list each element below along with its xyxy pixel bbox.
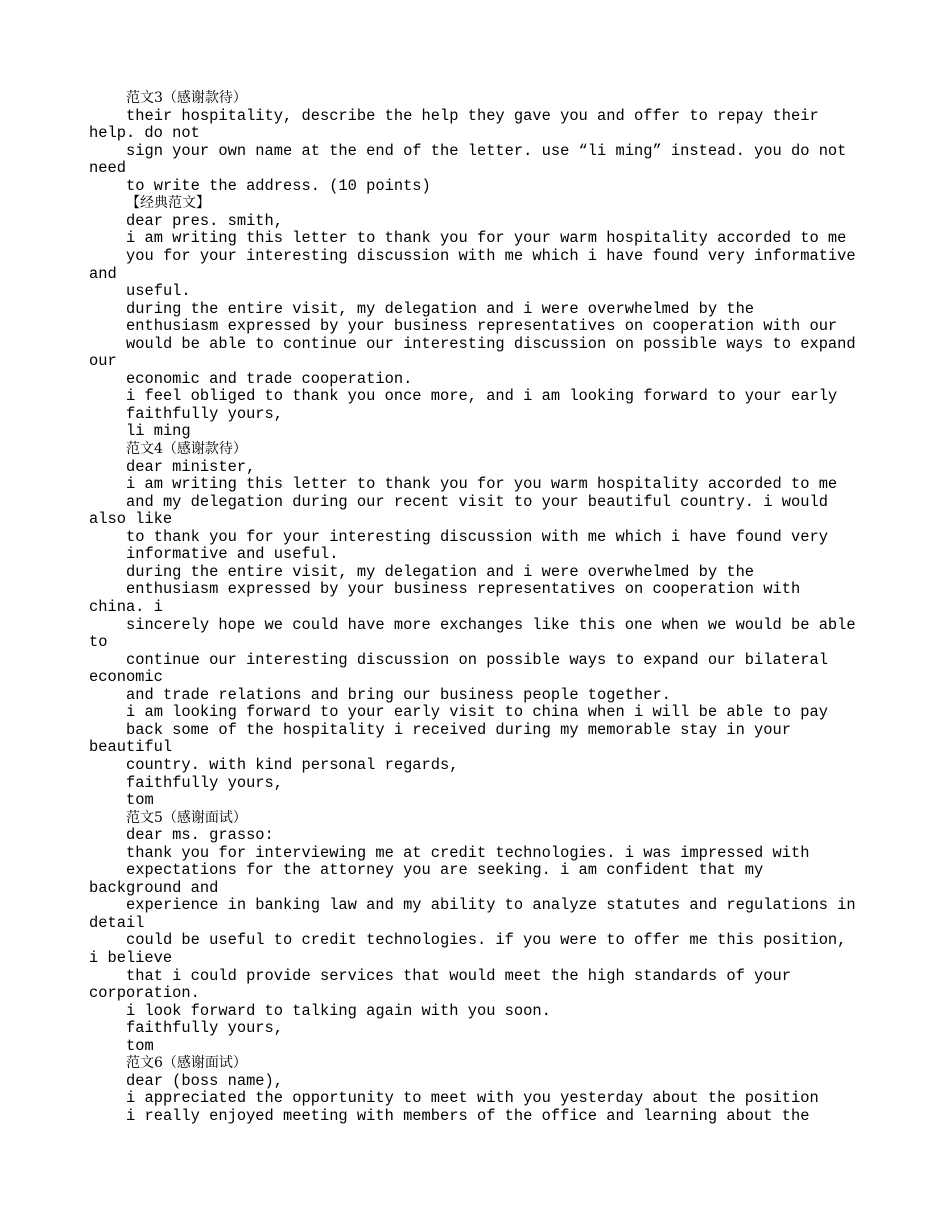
text-line: sign your own name at the end of the letter. use “li ming” instead. you do not: [126, 141, 847, 160]
text-line: dear pres. smith,: [126, 211, 284, 230]
text-line: i feel obliged to thank you once more, and i am looking forward to your early: [126, 387, 838, 406]
text-line: sincerely hope we could have more exchanges like this one when we would be able: [126, 615, 856, 634]
text-line: could be useful to credit technologies. if you were to offer me this position,: [126, 931, 847, 950]
text-line: i am writing this letter to thank you for your warm hospitality accorded to me: [126, 229, 847, 248]
text-line: to write the address. (10 points): [126, 176, 431, 195]
section-heading: 范文6（感谢面试）: [126, 1055, 247, 1072]
text-line: you for your interesting discussion with me which i have found very informative: [126, 247, 856, 265]
text-line: need: [89, 159, 126, 178]
text-line: i appreciated the opportunity to meet with you yesterday about the position: [126, 1089, 819, 1108]
section-heading: 范文5（感谢面试）: [126, 809, 247, 826]
text-line: detail: [89, 913, 145, 932]
text-line: enthusiasm expressed by your business representatives on cooperation with our: [126, 317, 838, 336]
text-line: during the entire visit, my delegation and i were overwhelmed by the: [126, 299, 755, 318]
text-line: and my delegation during our recent visit to your beautiful country. i would: [126, 492, 828, 511]
text-line: corporation.: [89, 984, 200, 1003]
text-line: their hospitality, describe the help they gave you and offer to repay their: [126, 106, 819, 125]
text-line: and: [89, 264, 117, 283]
text-line: dear ms. grasso:: [126, 826, 274, 845]
text-line: informative and useful.: [126, 545, 339, 564]
text-line: tom: [126, 791, 154, 809]
text-line: expectations for the attorney you are seeking. i am confident that my: [126, 861, 764, 880]
text-line: useful.: [126, 282, 191, 301]
text-line: china. i: [89, 598, 163, 616]
text-line: thank you for interviewing me at credit technologies. i was impressed with: [126, 843, 810, 862]
text-line: would be able to continue our interesting discussion on possible ways to expand: [126, 334, 856, 353]
text-line: back some of the hospitality i received during my memorable stay in your: [126, 720, 791, 739]
text-line: during the entire visit, my delegation and i were overwhelmed by the: [126, 562, 755, 581]
text-line: and trade relations and bring our business people together.: [126, 685, 671, 704]
text-line: country. with kind personal regards,: [126, 755, 459, 774]
text-line: faithfully yours,: [126, 773, 284, 792]
text-line: i am looking forward to your early visit to china when i will be able to pay: [126, 703, 828, 722]
text-line: to: [89, 633, 108, 652]
text-line: to thank you for your interesting discussion with me which i have found very: [126, 527, 828, 546]
text-line: economic and trade cooperation.: [126, 369, 413, 388]
text-line: that i could provide services that would meet the high standards of your: [126, 966, 791, 985]
text-line: i really enjoyed meeting with members of the office and learning about the: [126, 1106, 810, 1125]
section-heading: 【经典范文】: [126, 195, 210, 212]
text-line: background and: [89, 878, 219, 897]
text-line: enthusiasm expressed by your business representatives on cooperation with: [126, 580, 801, 599]
text-line: i believe: [89, 949, 173, 967]
text-line: i am writing this letter to thank you for you warm hospitality accorded to me: [126, 475, 838, 494]
text-line: faithfully yours,: [126, 1019, 284, 1038]
text-line: continue our interesting discussion on possible ways to expand our bilateral: [126, 650, 828, 669]
text-line: beautiful: [89, 738, 173, 757]
text-line: our: [89, 352, 117, 371]
text-line: dear minister,: [126, 457, 256, 476]
text-line: i look forward to talking again with you soon.: [126, 1001, 551, 1020]
text-line: help. do not: [89, 124, 200, 143]
text-line: experience in banking law and my ability to analyze statutes and regulations in: [126, 896, 856, 915]
section-heading: 范文3（感谢款待）: [126, 90, 247, 106]
text-line: tom: [126, 1036, 154, 1055]
text-line: economic: [89, 668, 163, 687]
text-line: dear (boss name),: [126, 1071, 284, 1090]
section-heading: 范文4（感谢款待）: [126, 441, 247, 457]
text-line: faithfully yours,: [126, 404, 284, 423]
text-line: li ming: [126, 422, 191, 441]
text-line: also like: [89, 510, 173, 529]
